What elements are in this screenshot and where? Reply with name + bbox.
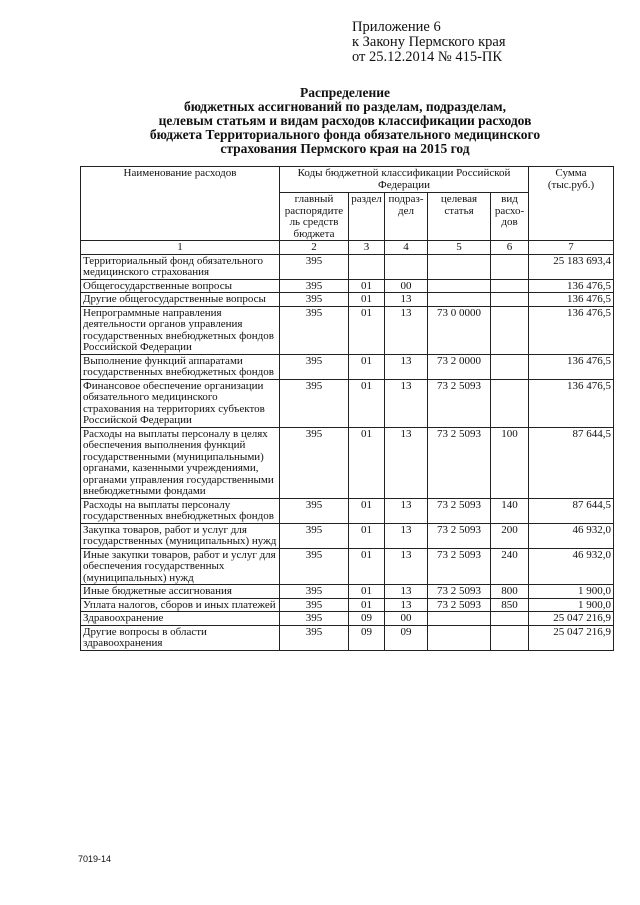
column-number: 4 bbox=[385, 241, 428, 255]
target-article-cell: 73 2 5093 bbox=[428, 585, 491, 599]
amount-cell: 46 932,0 bbox=[529, 548, 614, 585]
expense-name-cell: Уплата налогов, сборов и иных платежей bbox=[81, 598, 280, 612]
subsection-cell: 13 bbox=[385, 548, 428, 585]
subsection-cell: 00 bbox=[385, 612, 428, 626]
section-cell: 01 bbox=[349, 279, 385, 293]
column-number: 5 bbox=[428, 241, 491, 255]
expense-kind-cell bbox=[491, 293, 529, 307]
column-number: 3 bbox=[349, 241, 385, 255]
expense-kind-cell: 100 bbox=[491, 427, 529, 498]
section-cell: 01 bbox=[349, 306, 385, 354]
amount-cell: 136 476,5 bbox=[529, 293, 614, 307]
header-expense-kind: вид расхо- дов bbox=[491, 193, 529, 241]
section-cell: 01 bbox=[349, 427, 385, 498]
table-row bbox=[81, 625, 614, 650]
expense-name-cell: Расходы на выплаты персоналу в целях обеспечения выполнения функций государственными (муниципальными) органами, казенными учреждениями, органами управления государственными внебюджетными фондами bbox=[81, 427, 280, 498]
target-article-cell: 73 2 5093 bbox=[428, 427, 491, 498]
amount-cell: 1 900,0 bbox=[529, 598, 614, 612]
expense-kind-cell: 240 bbox=[491, 548, 529, 585]
target-article-cell: 73 2 5093 bbox=[428, 598, 491, 612]
header-amount: Сумма (тыс.руб.) bbox=[529, 167, 614, 241]
main-manager-cell: 395 bbox=[280, 612, 349, 626]
expense-name-cell: Выполнение функций аппаратами государственных внебюджетных фондов bbox=[81, 354, 280, 379]
expense-name-cell: Другие вопросы в области здравоохранения bbox=[81, 625, 280, 650]
subsection-cell: 00 bbox=[385, 279, 428, 293]
amount-cell: 25 047 216,9 bbox=[529, 612, 614, 626]
expense-name-cell: Финансовое обеспечение организации обязательного медицинского страхования на территориях субъектов Российской Федерации bbox=[81, 379, 280, 427]
target-article-cell: 73 2 5093 bbox=[428, 379, 491, 427]
target-article-cell: 73 0 0000 bbox=[428, 306, 491, 354]
header-expense-name: Наименование расходов bbox=[81, 167, 280, 241]
expense-kind-cell: 800 bbox=[491, 585, 529, 599]
amount-cell: 87 644,5 bbox=[529, 427, 614, 498]
main-manager-cell: 395 bbox=[280, 598, 349, 612]
expense-name-cell: Расходы на выплаты персоналу государственных внебюджетных фондов bbox=[81, 498, 280, 523]
amount-cell: 136 476,5 bbox=[529, 279, 614, 293]
column-number: 6 bbox=[491, 241, 529, 255]
main-manager-cell: 395 bbox=[280, 585, 349, 599]
main-manager-cell: 395 bbox=[280, 548, 349, 585]
column-number: 7 bbox=[529, 241, 614, 255]
section-cell: 01 bbox=[349, 498, 385, 523]
section-cell: 01 bbox=[349, 598, 385, 612]
expense-kind-cell bbox=[491, 254, 529, 279]
subsection-cell: 13 bbox=[385, 585, 428, 599]
expense-name-cell: Другие общегосударственные вопросы bbox=[81, 293, 280, 307]
column-number-row bbox=[81, 241, 614, 255]
appendix-line-1: Приложение 6 bbox=[352, 19, 441, 35]
title-line-5: страхования Пермского края на 2015 год bbox=[220, 141, 470, 156]
table-row bbox=[81, 354, 614, 379]
print-code: 7019-14 bbox=[78, 854, 112, 864]
title-line-3: целевым статьям и видам расходов классификации расходов bbox=[158, 113, 532, 128]
table-row bbox=[81, 598, 614, 612]
title-line-2: бюджетных ассигнований по разделам, подразделам, bbox=[184, 99, 506, 114]
title-line-1: Распределение bbox=[299, 85, 391, 100]
subsection-cell: 13 bbox=[385, 598, 428, 612]
target-article-cell bbox=[428, 279, 491, 293]
header-target-article: целевая статья bbox=[428, 193, 491, 241]
target-article-cell bbox=[428, 293, 491, 307]
subsection-cell: 13 bbox=[385, 523, 428, 548]
main-manager-cell: 395 bbox=[280, 498, 349, 523]
section-cell: 09 bbox=[349, 612, 385, 626]
expense-name-cell: Закупка товаров, работ и услуг для государственных (муниципальных) нужд bbox=[81, 523, 280, 548]
table-row bbox=[81, 548, 614, 585]
main-manager-cell: 395 bbox=[280, 254, 349, 279]
subsection-cell: 13 bbox=[385, 498, 428, 523]
main-manager-cell: 395 bbox=[280, 293, 349, 307]
column-number: 2 bbox=[280, 241, 349, 255]
subsection-cell: 13 bbox=[385, 379, 428, 427]
subsection-cell: 09 bbox=[385, 625, 428, 650]
expense-kind-cell bbox=[491, 612, 529, 626]
amount-cell: 46 932,0 bbox=[529, 523, 614, 548]
section-cell: 01 bbox=[349, 523, 385, 548]
table-row bbox=[81, 585, 614, 599]
column-number: 1 bbox=[81, 241, 280, 255]
amount-cell: 25 047 216,9 bbox=[529, 625, 614, 650]
section-cell: 01 bbox=[349, 548, 385, 585]
target-article-cell: 73 2 0000 bbox=[428, 354, 491, 379]
expense-kind-cell: 200 bbox=[491, 523, 529, 548]
expense-kind-cell: 850 bbox=[491, 598, 529, 612]
target-article-cell bbox=[428, 254, 491, 279]
expense-name-cell: Общегосударственные вопросы bbox=[81, 279, 280, 293]
amount-cell: 136 476,5 bbox=[529, 379, 614, 427]
target-article-cell bbox=[428, 612, 491, 626]
target-article-cell: 73 2 5093 bbox=[428, 523, 491, 548]
main-manager-cell: 395 bbox=[280, 523, 349, 548]
expense-name-cell: Территориальный фонд обязательного медицинского страхования bbox=[81, 254, 280, 279]
section-cell: 01 bbox=[349, 585, 385, 599]
section-cell: 01 bbox=[349, 379, 385, 427]
target-article-cell: 73 2 5093 bbox=[428, 498, 491, 523]
header-subsection: подраз- дел bbox=[385, 193, 428, 241]
appendix-header bbox=[352, 20, 506, 65]
appendix-line-2: к Закону Пермского края bbox=[352, 34, 506, 50]
target-article-cell bbox=[428, 625, 491, 650]
main-manager-cell: 395 bbox=[280, 279, 349, 293]
subsection-cell: 13 bbox=[385, 293, 428, 307]
header-section: раздел bbox=[349, 193, 385, 241]
subsection-cell: 13 bbox=[385, 427, 428, 498]
expense-kind-cell bbox=[491, 354, 529, 379]
table-body bbox=[81, 254, 614, 650]
subsection-cell: 13 bbox=[385, 306, 428, 354]
amount-cell: 1 900,0 bbox=[529, 585, 614, 599]
header-main-manager: главный распорядите ль средств бюджета bbox=[280, 193, 349, 241]
table-row bbox=[81, 498, 614, 523]
expense-name-cell: Непрограммные направления деятельности органов управления государственных внебюджетных фондов Российской Федерации bbox=[81, 306, 280, 354]
main-manager-cell: 395 bbox=[280, 379, 349, 427]
subsection-cell bbox=[385, 254, 428, 279]
amount-cell: 87 644,5 bbox=[529, 498, 614, 523]
main-manager-cell: 395 bbox=[280, 625, 349, 650]
table-row bbox=[81, 612, 614, 626]
amount-cell: 136 476,5 bbox=[529, 354, 614, 379]
expense-kind-cell bbox=[491, 279, 529, 293]
table-row bbox=[81, 279, 614, 293]
amount-cell: 136 476,5 bbox=[529, 306, 614, 354]
expense-kind-cell bbox=[491, 306, 529, 354]
section-cell bbox=[349, 254, 385, 279]
document-title bbox=[80, 86, 610, 156]
main-manager-cell: 395 bbox=[280, 354, 349, 379]
section-cell: 09 bbox=[349, 625, 385, 650]
section-cell: 01 bbox=[349, 293, 385, 307]
title-line-4: бюджета Территориального фонда обязательного медицинского bbox=[149, 127, 541, 142]
target-article-cell: 73 2 5093 bbox=[428, 548, 491, 585]
table-row bbox=[81, 427, 614, 498]
expense-name-cell: Иные бюджетные ассигнования bbox=[81, 585, 280, 599]
header-classification-codes: Коды бюджетной классификации Российской Федерации bbox=[280, 167, 529, 193]
table-row bbox=[81, 254, 614, 279]
subsection-cell: 13 bbox=[385, 354, 428, 379]
table-row bbox=[81, 379, 614, 427]
main-manager-cell: 395 bbox=[280, 427, 349, 498]
table-row bbox=[81, 306, 614, 354]
main-manager-cell: 395 bbox=[280, 306, 349, 354]
section-cell: 01 bbox=[349, 354, 385, 379]
appendix-line-3: от 25.12.2014 № 415-ПК bbox=[352, 49, 503, 65]
budget-allocation-table bbox=[80, 166, 614, 651]
expense-name-cell: Иные закупки товаров, работ и услуг для обеспечения государственных (муниципальных) нужд bbox=[81, 548, 280, 585]
expense-kind-cell bbox=[491, 379, 529, 427]
table-row bbox=[81, 523, 614, 548]
table-row bbox=[81, 293, 614, 307]
expense-name-cell: Здравоохранение bbox=[81, 612, 280, 626]
expense-kind-cell bbox=[491, 625, 529, 650]
expense-kind-cell: 140 bbox=[491, 498, 529, 523]
amount-cell: 25 183 693,4 bbox=[529, 254, 614, 279]
